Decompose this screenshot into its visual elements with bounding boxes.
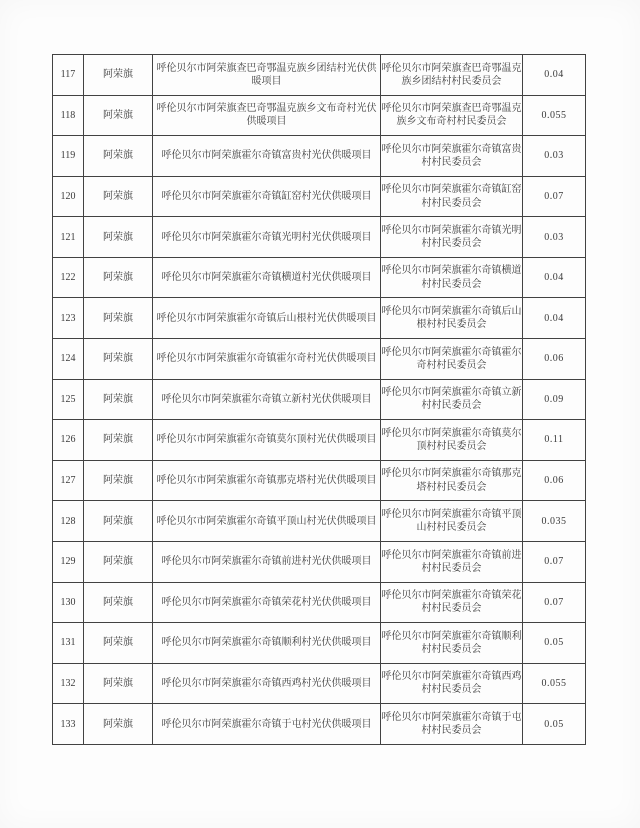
- price-cell: 0.04: [523, 55, 586, 96]
- committee-cell: 呼伦贝尔市阿荣旗查巴奇鄂温克族乡团结村村民委员会: [381, 55, 523, 96]
- table-row: [53, 136, 586, 177]
- row-number-cell: 126: [53, 420, 84, 461]
- county-cell: 阿荣旗: [84, 501, 153, 542]
- committee-cell: 呼伦贝尔市阿荣旗霍尔奇镇莫尔顶村村民委员会: [381, 420, 523, 461]
- project-name-cell: 呼伦贝尔市阿荣旗霍尔奇镇那克塔村光伏供暖项目: [153, 460, 381, 501]
- table-row: [53, 541, 586, 582]
- county-cell: 阿荣旗: [84, 95, 153, 136]
- county-cell: 阿荣旗: [84, 55, 153, 96]
- table-row: [53, 55, 586, 96]
- table-row: [53, 298, 586, 339]
- project-name-cell: 呼伦贝尔市阿荣旗查巴奇鄂温克族乡文布奇村光伏供暖项目: [153, 95, 381, 136]
- committee-cell: 呼伦贝尔市阿荣旗霍尔奇镇光明村村民委员会: [381, 217, 523, 258]
- project-name-cell: 呼伦贝尔市阿荣旗霍尔奇镇横道村光伏供暖项目: [153, 257, 381, 298]
- project-name-cell: 呼伦贝尔市阿荣旗霍尔奇镇顺利村光伏供暖项目: [153, 623, 381, 664]
- project-name-cell: 呼伦贝尔市阿荣旗霍尔奇镇前进村光伏供暖项目: [153, 541, 381, 582]
- row-number-cell: 130: [53, 582, 84, 623]
- row-number-cell: 129: [53, 541, 84, 582]
- price-cell: 0.11: [523, 420, 586, 461]
- price-cell: 0.06: [523, 339, 586, 380]
- row-number-cell: 125: [53, 379, 84, 420]
- row-number-cell: 122: [53, 257, 84, 298]
- table-row: [53, 582, 586, 623]
- table-row: [53, 623, 586, 664]
- row-number-cell: 124: [53, 339, 84, 380]
- price-cell: 0.03: [523, 217, 586, 258]
- table-row: [53, 704, 586, 745]
- county-cell: 阿荣旗: [84, 420, 153, 461]
- project-name-cell: 呼伦贝尔市阿荣旗霍尔奇镇平顶山村光伏供暖项目: [153, 501, 381, 542]
- table-row: [53, 501, 586, 542]
- row-number-cell: 120: [53, 176, 84, 217]
- committee-cell: 呼伦贝尔市阿荣旗霍尔奇镇后山根村村民委员会: [381, 298, 523, 339]
- project-name-cell: 呼伦贝尔市阿荣旗霍尔奇镇立新村光伏供暖项目: [153, 379, 381, 420]
- project-name-cell: 呼伦贝尔市阿荣旗霍尔奇镇光明村光伏供暖项目: [153, 217, 381, 258]
- price-cell: 0.03: [523, 136, 586, 177]
- committee-cell: 呼伦贝尔市阿荣旗霍尔奇镇那克塔村村民委员会: [381, 460, 523, 501]
- committee-cell: 呼伦贝尔市阿荣旗霍尔奇镇霍尔奇村村民委员会: [381, 339, 523, 380]
- price-cell: 0.07: [523, 176, 586, 217]
- price-cell: 0.04: [523, 257, 586, 298]
- price-cell: 0.07: [523, 582, 586, 623]
- project-name-cell: 呼伦贝尔市阿荣旗霍尔奇镇霍尔奇村光伏供暖项目: [153, 339, 381, 380]
- row-number-cell: 121: [53, 217, 84, 258]
- county-cell: 阿荣旗: [84, 704, 153, 745]
- project-name-cell: 呼伦贝尔市阿荣旗霍尔奇镇后山根村光伏供暖项目: [153, 298, 381, 339]
- county-cell: 阿荣旗: [84, 663, 153, 704]
- price-cell: 0.05: [523, 704, 586, 745]
- county-cell: 阿荣旗: [84, 217, 153, 258]
- county-cell: 阿荣旗: [84, 257, 153, 298]
- price-cell: 0.05: [523, 623, 586, 664]
- row-number-cell: 118: [53, 95, 84, 136]
- table-row: [53, 176, 586, 217]
- committee-cell: 呼伦贝尔市阿荣旗霍尔奇镇于屯村村民委员会: [381, 704, 523, 745]
- table-row: [53, 460, 586, 501]
- project-name-cell: 呼伦贝尔市阿荣旗查巴奇鄂温克族乡团结村光伏供暖项目: [153, 55, 381, 96]
- committee-cell: 呼伦贝尔市阿荣旗霍尔奇镇西鸡村村民委员会: [381, 663, 523, 704]
- committee-cell: 呼伦贝尔市阿荣旗霍尔奇镇顺利村村民委员会: [381, 623, 523, 664]
- price-cell: 0.055: [523, 95, 586, 136]
- committee-cell: 呼伦贝尔市阿荣旗霍尔奇镇横道村村民委员会: [381, 257, 523, 298]
- row-number-cell: 128: [53, 501, 84, 542]
- row-number-cell: 132: [53, 663, 84, 704]
- county-cell: 阿荣旗: [84, 339, 153, 380]
- county-cell: 阿荣旗: [84, 176, 153, 217]
- row-number-cell: 133: [53, 704, 84, 745]
- county-cell: 阿荣旗: [84, 582, 153, 623]
- project-name-cell: 呼伦贝尔市阿荣旗霍尔奇镇富贵村光伏供暖项目: [153, 136, 381, 177]
- committee-cell: 呼伦贝尔市阿荣旗霍尔奇镇前进村村民委员会: [381, 541, 523, 582]
- price-cell: 0.035: [523, 501, 586, 542]
- county-cell: 阿荣旗: [84, 623, 153, 664]
- project-name-cell: 呼伦贝尔市阿荣旗霍尔奇镇于屯村光伏供暖项目: [153, 704, 381, 745]
- table-row: [53, 663, 586, 704]
- price-cell: 0.04: [523, 298, 586, 339]
- table-row: [53, 95, 586, 136]
- price-cell: 0.07: [523, 541, 586, 582]
- committee-cell: 呼伦贝尔市阿荣旗霍尔奇镇富贵村村民委员会: [381, 136, 523, 177]
- price-cell: 0.055: [523, 663, 586, 704]
- committee-cell: 呼伦贝尔市阿荣旗霍尔奇镇平顶山村村民委员会: [381, 501, 523, 542]
- row-number-cell: 123: [53, 298, 84, 339]
- committee-cell: 呼伦贝尔市阿荣旗霍尔奇镇荣花村村民委员会: [381, 582, 523, 623]
- row-number-cell: 127: [53, 460, 84, 501]
- project-name-cell: 呼伦贝尔市阿荣旗霍尔奇镇莫尔顶村光伏供暖项目: [153, 420, 381, 461]
- county-cell: 阿荣旗: [84, 136, 153, 177]
- row-number-cell: 131: [53, 623, 84, 664]
- project-name-cell: 呼伦贝尔市阿荣旗霍尔奇镇西鸡村光伏供暖项目: [153, 663, 381, 704]
- county-cell: 阿荣旗: [84, 379, 153, 420]
- county-cell: 阿荣旗: [84, 541, 153, 582]
- row-number-cell: 119: [53, 136, 84, 177]
- row-number-cell: 117: [53, 55, 84, 96]
- county-cell: 阿荣旗: [84, 460, 153, 501]
- committee-cell: 呼伦贝尔市阿荣旗查巴奇鄂温克族乡文布奇村村民委员会: [381, 95, 523, 136]
- committee-cell: 呼伦贝尔市阿荣旗霍尔奇镇立新村村民委员会: [381, 379, 523, 420]
- project-name-cell: 呼伦贝尔市阿荣旗霍尔奇镇缸窑村光伏供暖项目: [153, 176, 381, 217]
- table-row: [53, 420, 586, 461]
- project-table: [52, 54, 586, 745]
- price-cell: 0.09: [523, 379, 586, 420]
- table-body: [53, 55, 586, 745]
- project-name-cell: 呼伦贝尔市阿荣旗霍尔奇镇荣花村光伏供暖项目: [153, 582, 381, 623]
- price-cell: 0.06: [523, 460, 586, 501]
- table-row: [53, 339, 586, 380]
- committee-cell: 呼伦贝尔市阿荣旗霍尔奇镇缸窑村村民委员会: [381, 176, 523, 217]
- table-row: [53, 379, 586, 420]
- table-row: [53, 257, 586, 298]
- table-row: [53, 217, 586, 258]
- county-cell: 阿荣旗: [84, 298, 153, 339]
